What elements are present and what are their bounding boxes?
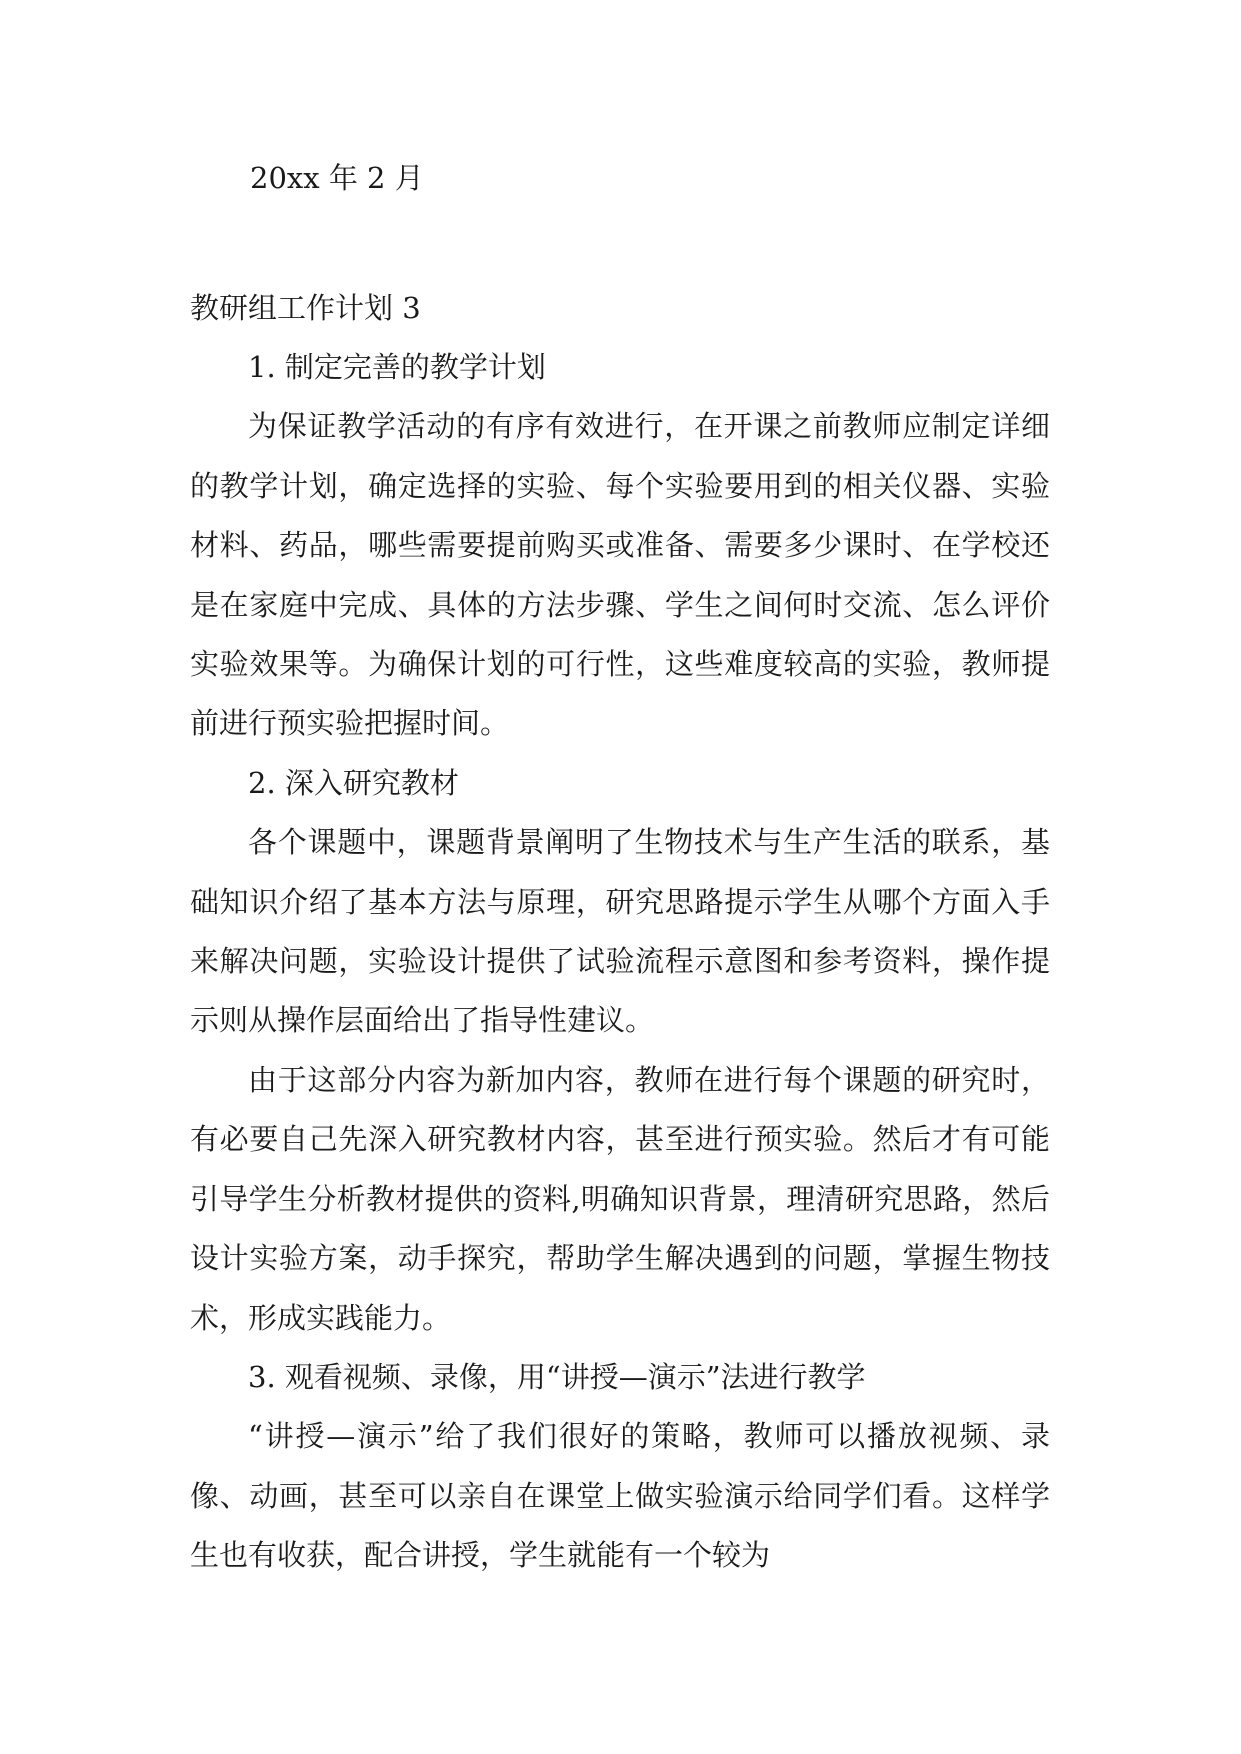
item-heading-2: 2. 深入研究教材	[248, 765, 459, 800]
section-title: 教研组工作计划 3	[190, 291, 421, 325]
item-heading-1: 1. 制定完善的教学计划	[248, 350, 546, 384]
paragraph: 各个课题中，课题背景阐明了生物技术与生产生活的联系，基础知识介绍了基本方法与原理，研究思路提示学生从哪个方面入手来解决问题，实验设计提供了试验流程示意图和参考资料，操作提示则从操作层面给出了指导性建议。	[190, 825, 1050, 1038]
document-date: 20xx 年 2 月	[250, 161, 424, 195]
body-text	[190, 338, 1050, 1586]
item-heading-3: 3. 观看视频、录像，用“讲授—演示”法进行教学	[248, 1359, 866, 1394]
paragraph: 为保证教学活动的有序有效进行，在开课之前教师应制定详细的教学计划，确定选择的实验、每个实验要用到的相关仪器、实验材料、药品，哪些需要提前购买或准备、需要多少课时、在学校还是在家庭中完成、具体的方法步骤、学生之间何时交流、怎么评价实验效果等。为确保计划的可行性，这些难度较高的实验，教师提前进行预实验把握时间。	[190, 409, 1050, 741]
paragraph: 由于这部分内容为新加内容，教师在进行每个课题的研究时，有必要自己先深入研究教材内容，甚至进行预实验。然后才有可能引导学生分析教材提供的资料,明确知识背景，理清研究思路，然后设计实验方案，动手探究，帮助学生解决遇到的问题，掌握生物技术，形成实践能力。	[190, 1062, 1050, 1335]
paragraph: “讲授—演示”给了我们很好的策略，教师可以播放视频、录像、动画，甚至可以亲自在课堂上做实验演示给同学们看。这样学生也有收获，配合讲授，学生就能有一个较为	[190, 1419, 1050, 1573]
